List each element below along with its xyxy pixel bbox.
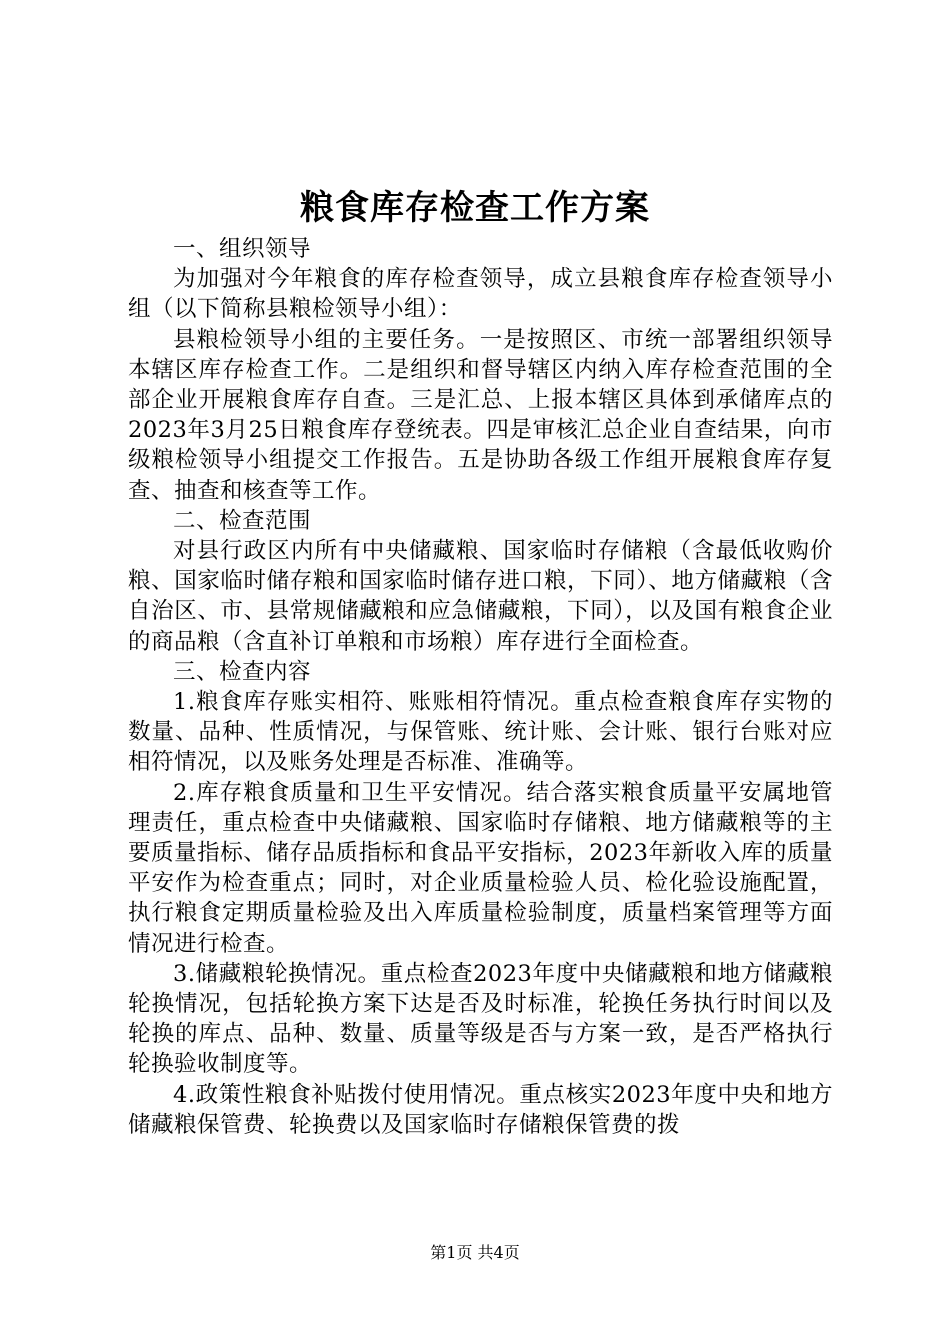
paragraph-item-1: 1.粮食库存账实相符、账账相符情况。重点检查粮食库存实物的数量、品种、性质情况，与保管账、统计账、会计账、银行台账对应相符情况，以及账务处理是否标准、准确等。 [128,689,833,776]
paragraph-item-4: 4.政策性粮食补贴拨付使用情况。重点核实2023年度中央和地方储藏粮保管费、轮换费以及国家临时存储粮保管费的拨 [128,1081,833,1138]
paragraph-leadership-group: 为加强对今年粮食的库存检查领导，成立县粮食库存检查领导小组（以下简称县粮检领导小组）： [128,266,833,323]
section-heading-content: 三、检查内容 [173,658,312,685]
document-body [128,234,833,1140]
document-title: 粮食库存检查工作方案 [300,188,650,228]
paragraph-scope: 对县行政区内所有中央储藏粮、国家临时存储粮（含最低收购价粮、国家临时储存粮和国家临时储存进口粮，下同）、地方储藏粮（含自治区、市、县常规储藏粮和应急储藏粮，下同），以及国有粮食企业的商品粮（含直补订单粮和市场粮）库存进行全面检查。 [128,538,833,655]
paragraph-item-3: 3.储藏粮轮换情况。重点检查2023年度中央储藏粮和地方储藏粮轮换情况，包括轮换方案下达是否及时标准，轮换任务执行时间以及轮换的库点、品种、数量、质量等级是否与方案一致，是否严格执行轮换验收制度等。 [128,960,833,1078]
paragraph-main-tasks: 县粮检领导小组的主要任务。一是按照区、市统一部署组织领导本辖区库存检查工作。二是组织和督导辖区内纳入库存检查范围的全部企业开展粮食库存自查。三是汇总、上报本辖区具体到承储库点的2023年3月25日粮食库存登统表。四是审核汇总企业自查结果，向市级粮检领导小组提交工作报告。五是协助各级工作组开展粮食库存复查、抽查和核查等工作。 [128,326,833,504]
section-heading-organization: 一、组织领导 [173,236,312,262]
page-footer: 第1页 共4页 [430,1243,520,1262]
paragraph-item-2: 2.库存粮食质量和卫生平安情况。结合落实粮食质量平安属地管理责任，重点检查中央储藏粮、国家临时存储粮、地方储藏粮等的主要质量指标、储存品质指标和食品平安指标，2023年新收入库的质量平安作为检查重点；同时，对企业质量检验人员、检化验设施配置，执行粮食定期质量检验及出入库质量检验制度，质量档案管理等方面情况进行检查。 [128,779,833,957]
section-heading-scope: 二、检查范围 [173,507,312,534]
